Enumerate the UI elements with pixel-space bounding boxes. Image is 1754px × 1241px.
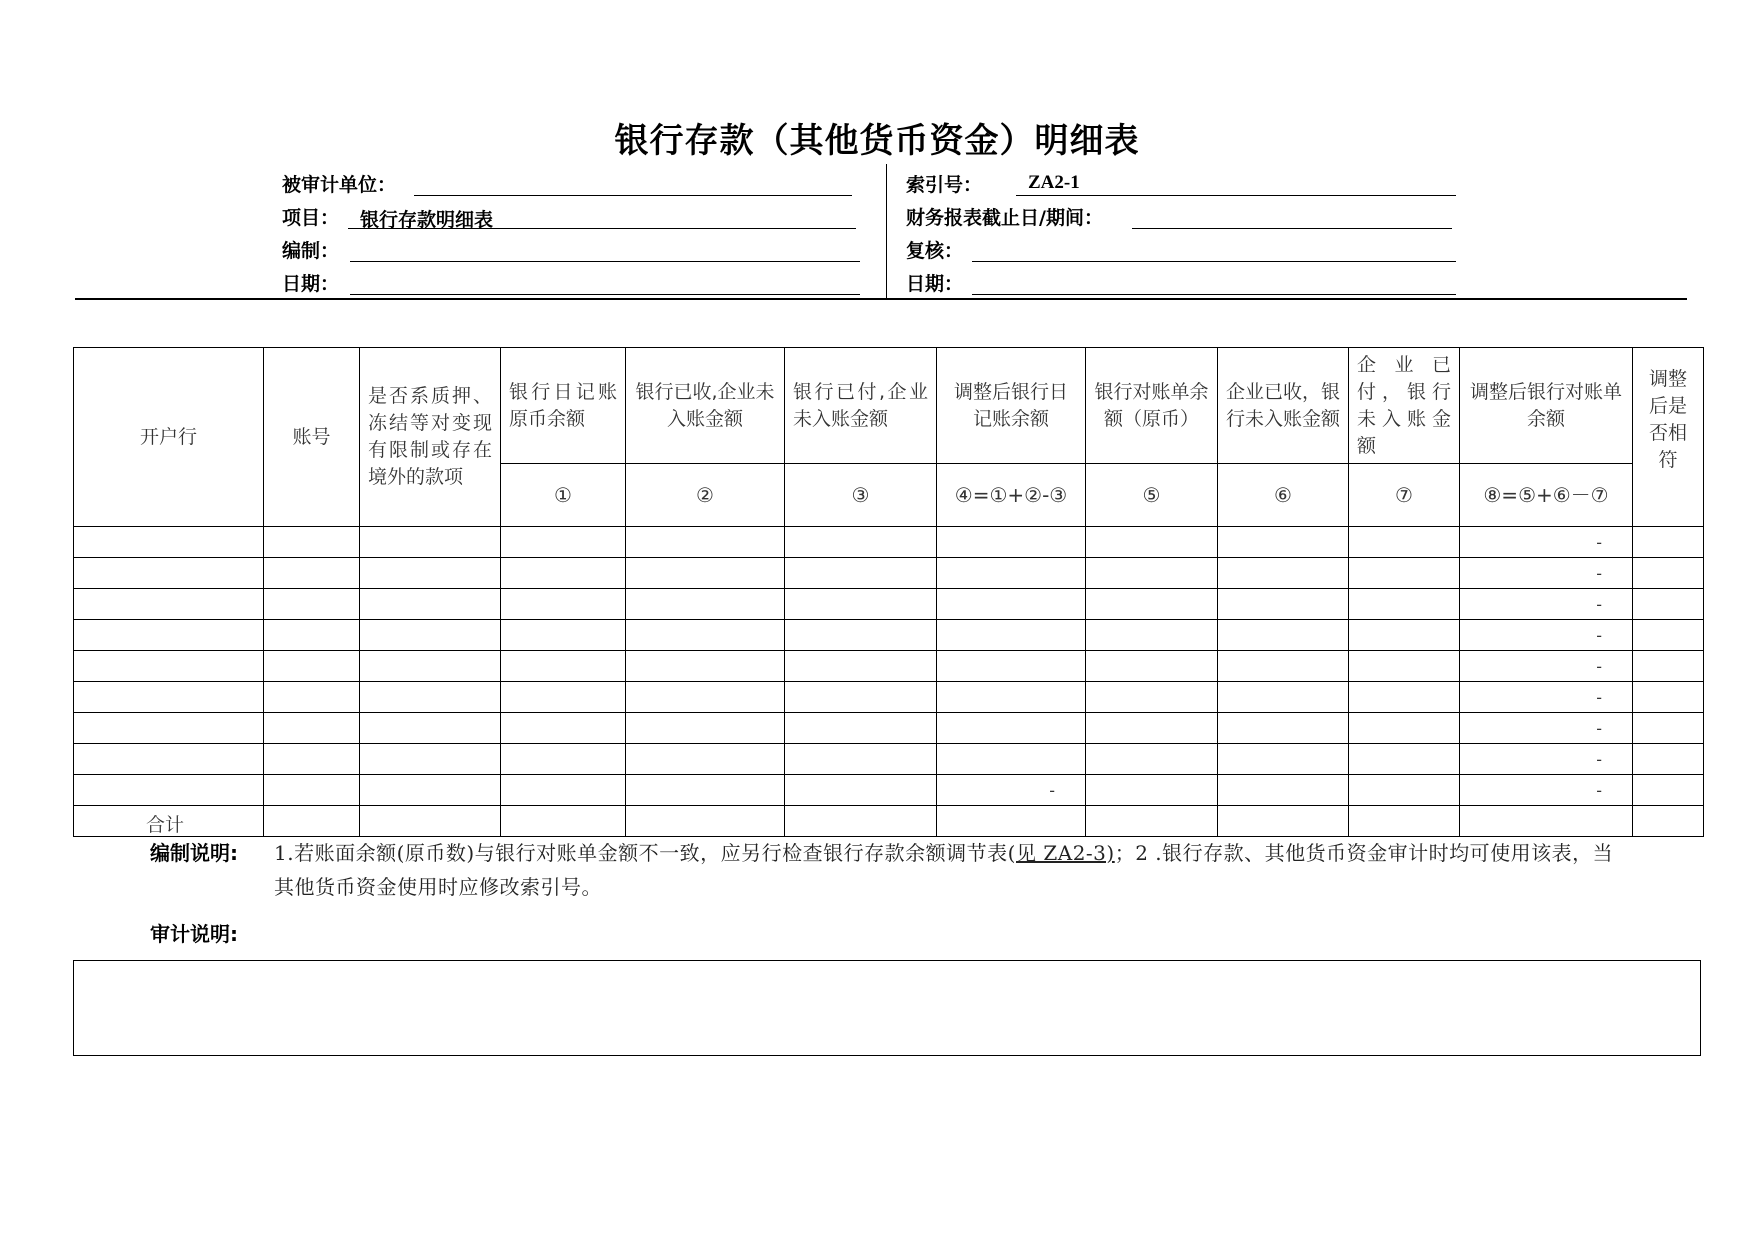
unit-label: 被审计单位：: [282, 174, 397, 196]
formula-5: ⑤: [1086, 464, 1218, 527]
col-header-adjusted-statement: 调整后银行对账单余额: [1460, 348, 1633, 464]
adjusted-statement-cell[interactable]: -: [1460, 558, 1633, 589]
table-row: [74, 682, 1704, 713]
adjusted-journal-cell[interactable]: [937, 558, 1086, 589]
project-value: 银行存款明细表: [360, 209, 494, 231]
bank-deposit-table: [73, 347, 1704, 837]
col-header-bank-received: 银行已收,企业未入账金额: [626, 348, 785, 464]
project-label: 项目：: [282, 207, 340, 229]
table-row: [74, 527, 1704, 558]
adjusted-statement-cell[interactable]: -: [1460, 713, 1633, 744]
index-label: 索引号：: [906, 174, 983, 196]
formula-2: ②: [626, 464, 785, 527]
adjusted-journal-cell[interactable]: [937, 713, 1086, 744]
adjusted-journal-cell[interactable]: [937, 527, 1086, 558]
header-period: [906, 197, 1452, 231]
adjusted-journal-cell[interactable]: [937, 589, 1086, 620]
date-field[interactable]: [350, 267, 860, 295]
col-header-company-paid: 企业已付，银行未入账金额: [1349, 348, 1460, 464]
period-field[interactable]: [1132, 201, 1452, 229]
date2-field[interactable]: [972, 267, 1456, 295]
prepared-label: 编制：: [282, 240, 340, 262]
review-label: 复核：: [906, 240, 964, 262]
formula-7: ⑦: [1349, 464, 1460, 527]
header-index: [906, 164, 1456, 198]
adjusted-statement-cell[interactable]: -: [1460, 682, 1633, 713]
adjusted-statement-cell[interactable]: -: [1460, 744, 1633, 775]
col-header-match: 调整后是否相符: [1633, 348, 1704, 527]
col-header-bank: 开户行: [74, 348, 264, 527]
col-header-company-received: 企业已收，银行未入账金额: [1218, 348, 1349, 464]
adjusted-statement-cell[interactable]: -: [1460, 527, 1633, 558]
formula-4: ④=①+②-③: [937, 464, 1086, 527]
index-value: ZA2-1: [1028, 172, 1080, 193]
project-field[interactable]: [348, 201, 856, 229]
header-unit: [282, 164, 852, 198]
table-row: [74, 775, 1704, 806]
header-date2: [906, 263, 1456, 297]
header-rule: [75, 298, 1687, 300]
adjusted-statement-cell[interactable]: -: [1460, 589, 1633, 620]
adjusted-journal-cell[interactable]: -: [937, 775, 1086, 806]
table-row: [74, 558, 1704, 589]
formula-1: ①: [501, 464, 626, 527]
col-header-journal-balance: 银行日记账原币余额: [501, 348, 626, 464]
index-field[interactable]: [1016, 168, 1456, 196]
adjusted-journal-cell[interactable]: [937, 620, 1086, 651]
period-label: 财务报表截止日/期间：: [906, 207, 1103, 229]
adjusted-journal-cell[interactable]: [937, 682, 1086, 713]
table-row: [74, 713, 1704, 744]
table-row: [74, 744, 1704, 775]
col-header-adjusted-journal: 调整后银行日记账余额: [937, 348, 1086, 464]
header-prepared: [282, 230, 860, 264]
notes-label: 编制说明:: [150, 841, 238, 865]
prepared-field[interactable]: [350, 234, 860, 262]
adjusted-journal-cell[interactable]: [937, 744, 1086, 775]
table-row: [74, 651, 1704, 682]
table-row: [74, 589, 1704, 620]
total-row: [74, 806, 1704, 837]
table-row: [74, 620, 1704, 651]
header-separator: [886, 164, 887, 298]
adjusted-statement-cell[interactable]: -: [1460, 620, 1633, 651]
notes-text: 1.若账面余额(原币数)与银行对账单金额不一致，应另行检查银行存款余额调节表(见 ZA2-3)；2 .银行存款、其他货币资金审计时均可使用该表，当其他货币资金使用时应修改索引号。: [274, 841, 1614, 899]
header-review: [906, 230, 1456, 264]
document-title: 银行存款（其他货币资金）明细表: [614, 121, 1140, 161]
adjusted-journal-cell[interactable]: [937, 651, 1086, 682]
formula-3: ③: [785, 464, 937, 527]
col-header-restricted: 是否系质押、冻结等对变现有限制或存在境外的款项: [360, 348, 501, 527]
review-field[interactable]: [972, 234, 1456, 262]
formula-8: ⑧=⑤+⑥－⑦: [1460, 464, 1633, 527]
total-label: 合计: [74, 806, 264, 837]
col-header-account: 账号: [264, 348, 360, 527]
col-header-statement-balance: 银行对账单余额（原币）: [1086, 348, 1218, 464]
col-header-bank-paid: 银行已付,企业未入账金额: [785, 348, 937, 464]
unit-field[interactable]: [414, 168, 852, 196]
formula-6: ⑥: [1218, 464, 1349, 527]
notes-reference: 见 ZA2-3): [1016, 841, 1115, 865]
audit-notes-label: 审计说明:: [150, 922, 238, 946]
adjusted-statement-cell[interactable]: -: [1460, 651, 1633, 682]
adjusted-statement-cell[interactable]: -: [1460, 775, 1633, 806]
header-date: [282, 263, 860, 297]
header-project: [282, 197, 856, 231]
audit-notes-box[interactable]: [73, 960, 1701, 1056]
date2-label: 日期：: [906, 273, 964, 295]
date-label: 日期：: [282, 273, 340, 295]
preparation-notes: [150, 836, 1620, 904]
